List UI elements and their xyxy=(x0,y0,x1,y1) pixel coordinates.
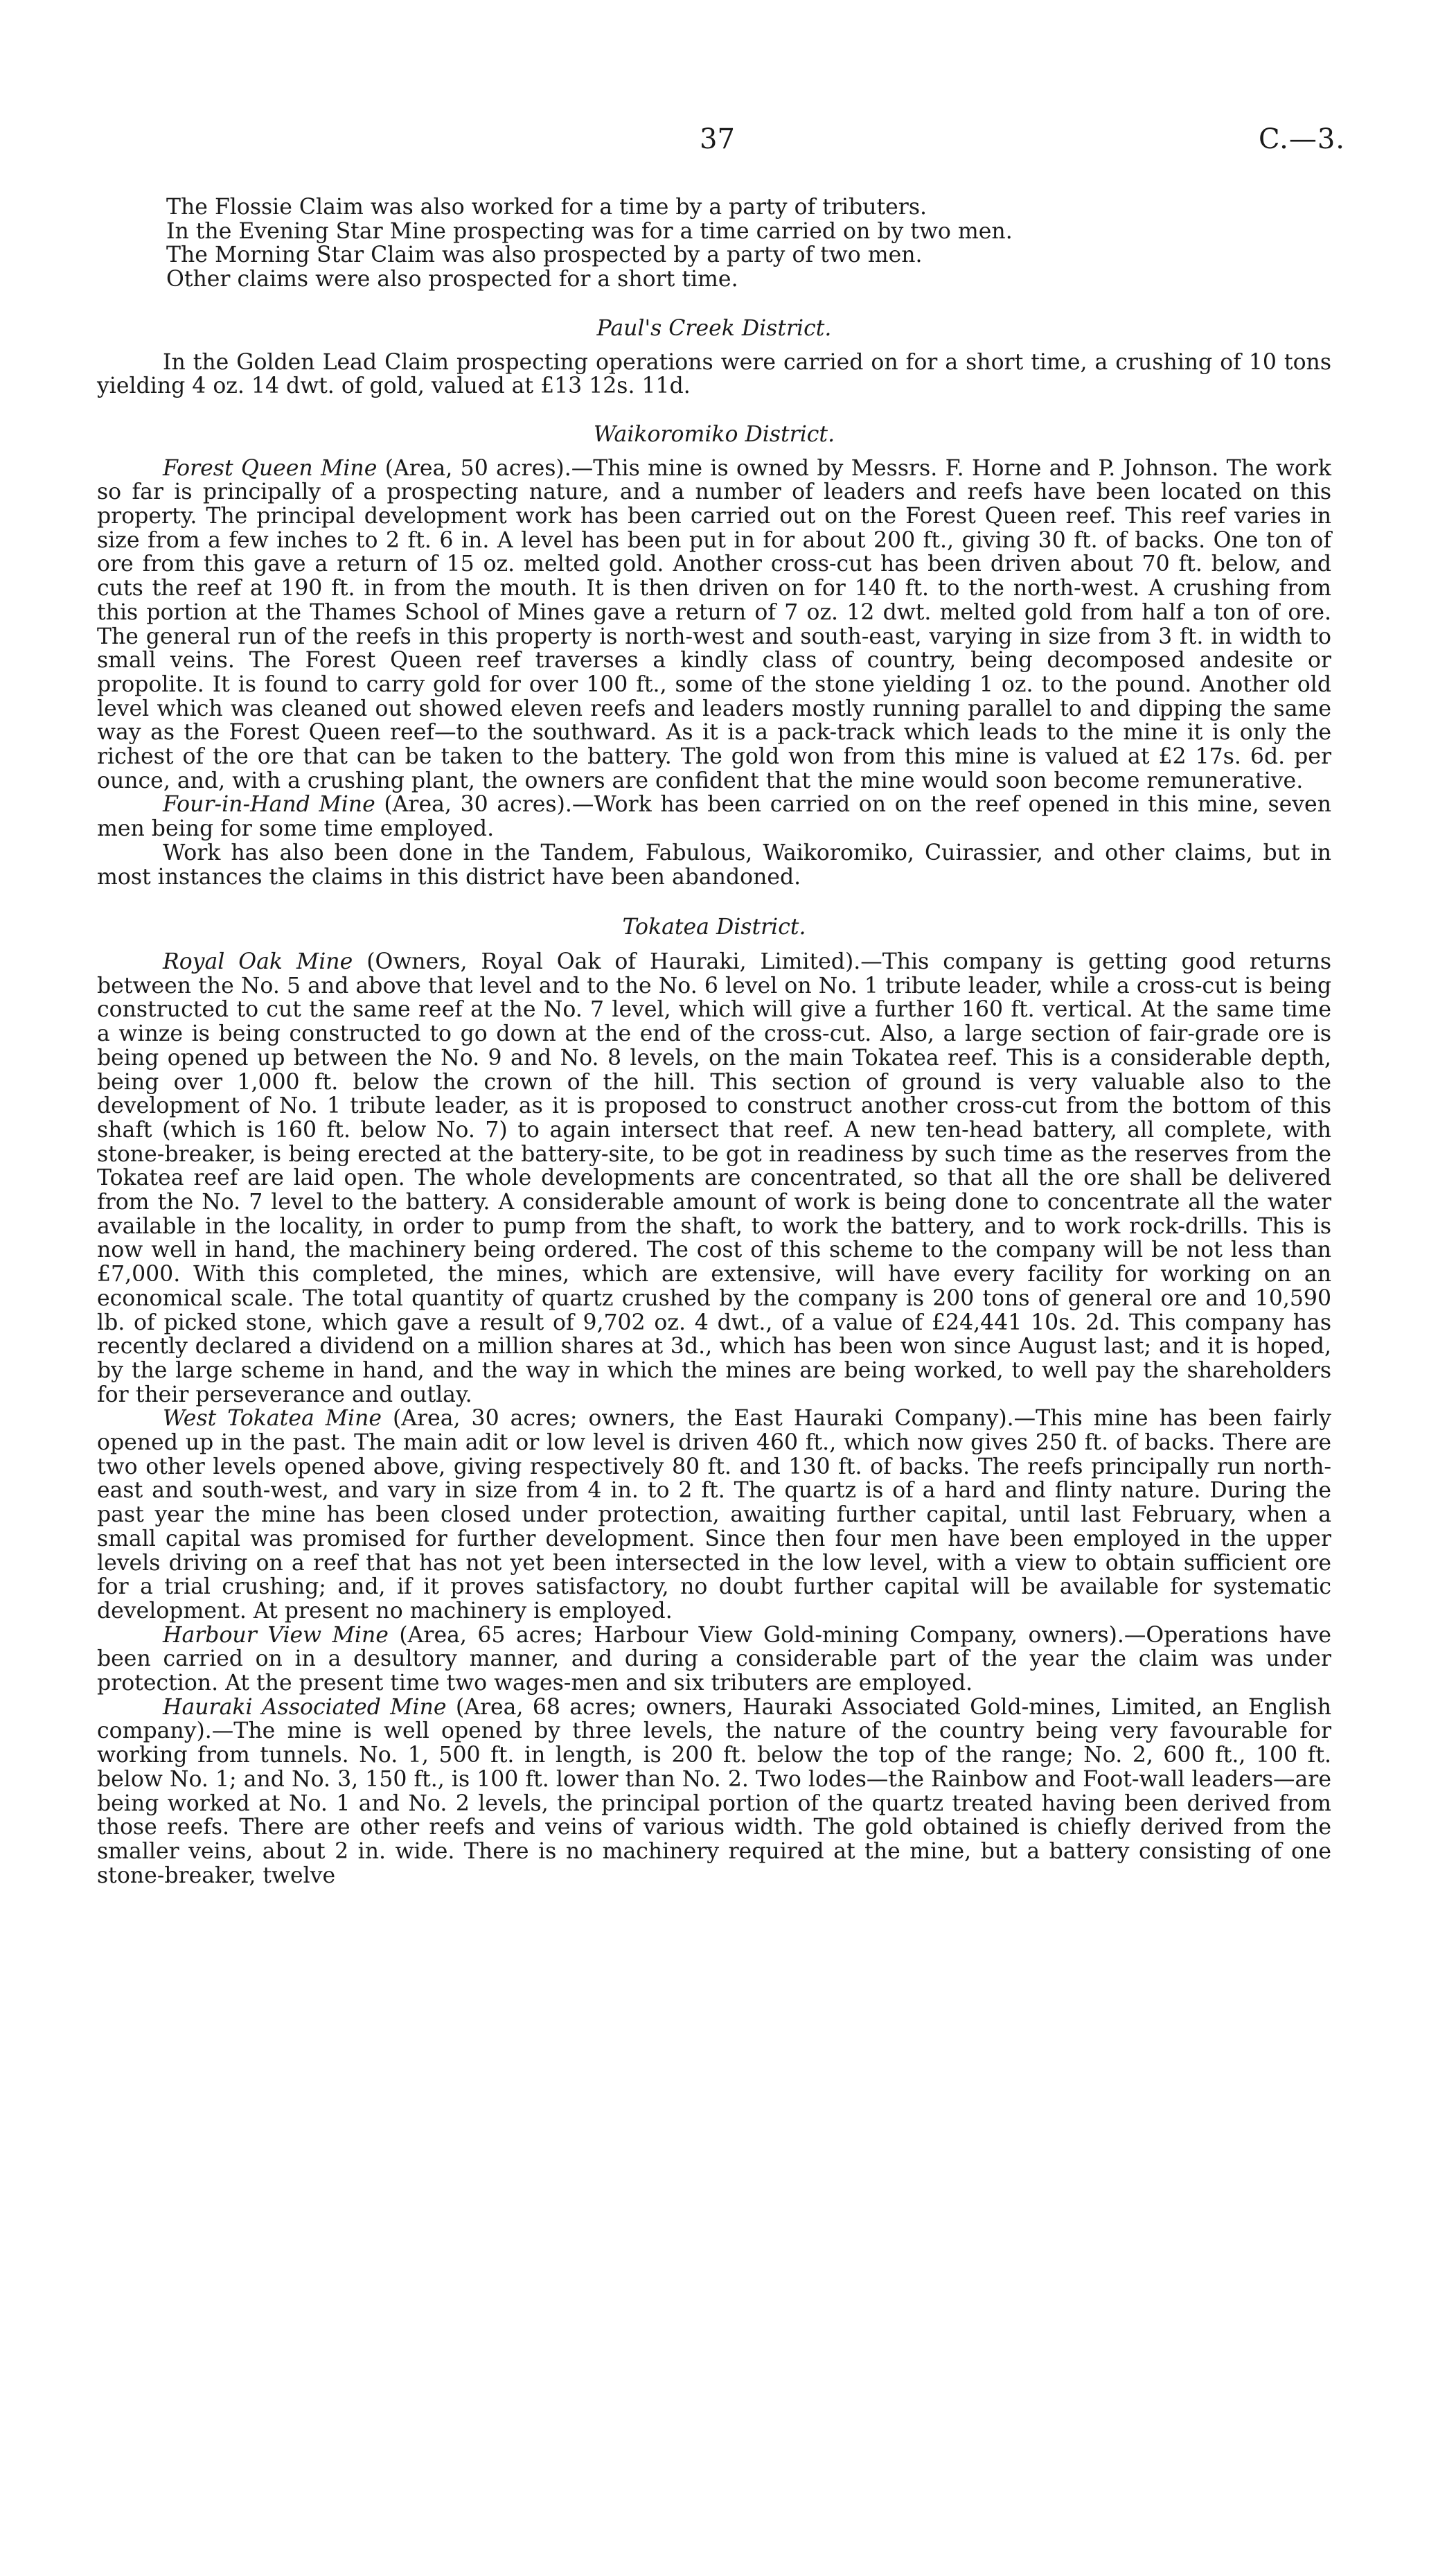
hauraki-associated-text: (Area, 68 acres; owners, Hauraki Associated Gold-mines, Limited, an English company).—The mine is well opened by three levels, the nature of the country being very favourable for working from tunnels. No. 1, 500 ft. in length, is 200 ft. below the top of the range; No. 2, 600 ft., 100 ft. below No. 1; and No. 3, 150 ft., is 100 ft. lower than No. 2. Two lodes—the Rainbow and Foot-wall leaders—are being worked at No. 1 and No. 2 levels, the principal portion of the quartz treated having been derived from those reefs. There are other reefs and veins of various width. The gold obtained is chiefly derived from the smaller veins, about 2 in. wide. There is no machinery required at the mine, but a battery consisting of one stone-breaker, twelve xyxy=(97,1694,1331,1888)
paragraph-forest-queen xyxy=(97,457,1331,793)
intro-paragraphs xyxy=(97,195,1331,292)
mine-name-west-tokatea: West Tokatea Mine xyxy=(163,1406,382,1432)
paragraph-morning-star: The Morning Star Claim was also prospected by a party of two men. xyxy=(166,243,923,268)
paragraph-golden-lead: In the Golden Lead Claim prospecting operations were carried on for a short time, a crushing of 10 tons yielding 4 oz. 14 dwt. of gold, valued at £13 12s. 11d. xyxy=(97,349,1331,399)
paragraph-other-waikoromiko-claims: Work has also been done in the Tandem, Fabulous, Waikoromiko, Cuirassier, and other claims, but in most instances the claims in this district have been abandoned. xyxy=(97,840,1331,890)
page-body xyxy=(97,195,1331,1887)
mine-name-hauraki-associated: Hauraki Associated Mine xyxy=(163,1694,447,1720)
page-header xyxy=(0,123,1456,165)
paragraph-royal-oak xyxy=(97,950,1331,1407)
paragraph-flossie: The Flossie Claim was also worked for a time by a party of tributers. xyxy=(166,195,927,220)
paragraph-evening-star: In the Evening Star Mine prospecting was for a time carried on by two men. xyxy=(166,218,1013,244)
royal-oak-text: (Owners, Royal Oak of Hauraki, Limited).—This company is getting good returns between the No. 5 and above that level and to the No. 6 level on No. 1 tribute leader, while a cross-cut is being constructed to cut the same reef at the No. 7 level, which will give a further 160 ft. vertical. At the same time a winze is being constructed to go down at the end of the cross-cut. Also, a large section of fair-grade ore is being opened up between the No. 9 and No. 8 levels, on the main Tokatea reef. This is a considerable depth, being over 1,000 ft. below the crown of the hill. This section of ground is very valuable also to the development of No. 1 tribute leader, as it is proposed to construct another cross-cut from the bottom of this shaft (which is 160 ft. below No. 7) to again intersect that reef. A new ten-head battery, all complete, with stone-breaker, is being erected at the battery-site, to be got in readiness by such time as the reserves from the Tokatea reef are laid open. The whole developments are concentrated, so that all the ore shall be delivered from the No. 7 level to the battery. A considerable amount of work is being done to concentrate all the water available in the locality, in order to pump from the shaft, to work the battery, and to work rock-drills. This is now well in hand, the machinery being ordered. The cost of this scheme to the company will be not less than £7,000. With this completed, the mines, which are extensive, will have every facility for working on an economical scale. The total quantity of quartz crushed by the company is 200 tons of general ore and 10,590 lb. of picked stone, which gave a result of 9,702 oz. 4 dwt., of a value of £24,441 10s. 2d. This company has recently declared a dividend on a million shares at 3d., which has been won since August last; and it is hoped, by the large scheme in hand, and the way in which the mines are being worked, to well pay the shareholders for their perseverance and outlay. xyxy=(97,949,1331,1407)
page-reference: C.—3. xyxy=(1258,123,1345,155)
mine-name-harbour-view: Harbour View Mine xyxy=(163,1622,389,1648)
paragraph-harbour-view xyxy=(97,1623,1331,1696)
mine-name-four-in-hand: Four-in-Hand Mine xyxy=(163,792,375,818)
west-tokatea-text: (Area, 30 acres; owners, the East Hauraki Company).—This mine has been fairly opened up in the past. The main adit or low level is driven 460 ft., which now gives 250 ft. of backs. There are two other levels opened above, giving respectively 80 ft. and 130 ft. of backs. The reefs principally run north-east and south-west, and vary in size from 4 in. to 2 ft. The quartz is of a hard and flinty nature. During the past year the mine has been closed under protection, awaiting further capital, until last February, when a small capital was promised for further development. Since then four men have been employed in the upper levels driving on a reef that has not yet been intersected in the low level, with a view to obtain sufficient ore for a trial crushing; and, if it proves satisfactory, no doubt further capital will be available for systematic development. At present no machinery is employed. xyxy=(97,1406,1331,1623)
page-number: 37 xyxy=(700,123,735,155)
mine-name-royal-oak: Royal Oak Mine xyxy=(163,949,353,974)
paragraph-hauraki-associated xyxy=(97,1696,1331,1888)
heading-pauls-creek-district: Paul's Creek District. xyxy=(596,315,832,341)
forest-queen-text: (Area, 50 acres).—This mine is owned by Messrs. F. Horne and P. Johnson. The work so far is principally of a prospecting nature, and a number of leaders and reefs have been located on this property. The principal development work has been carried out on the Forest Queen reef. This reef varies in size from a few inches to 2 ft. 6 in. A level has been put in for about 200 ft., giving 30 ft. of backs. One ton of ore from this gave a return of 15 oz. melted gold. Another cross-cut has been driven about 70 ft. below, and cuts the reef at 190 ft. in from the mouth. It is then driven on for 140 ft. to the north-west. A crushing from this portion at the Thames School of Mines gave a return of 7 oz. 12 dwt. melted gold from half a ton of ore. The general run of the reefs in this property is north-west and south-east, varying in size from 3 ft. in width to small veins. The Forest Queen reef traverses a kindly class of country, being decomposed andesite or propolite. It is found to carry gold for over 100 ft., some of the stone yielding 1 oz. to the pound. Another old level which was cleaned out showed eleven reefs and leaders mostly running parallel to and dipping the same way as the Forest Queen reef—to the southward. As it is a pack-track which leads to the mine it is only the richest of the ore that can be taken to the battery. The gold won from this mine is valued at £2 17s. 6d. per ounce, and, with a crushing plant, the owners are confident that the mine would soon become remunerative. xyxy=(97,455,1331,793)
mine-name-forest-queen: Forest Queen Mine xyxy=(163,455,378,481)
paragraph-four-in-hand xyxy=(97,793,1331,840)
heading-waikoromiko-district: Waikoromiko District. xyxy=(593,421,835,447)
four-in-hand-text: (Area, 30 acres).—Work has been carried on on the reef opened in this mine, seven men being for some time employed. xyxy=(97,792,1331,842)
paragraph-other-claims: Other claims were also prospected for a short time. xyxy=(166,267,738,292)
heading-tokatea-district: Tokatea District. xyxy=(622,915,806,940)
harbour-view-text: (Area, 65 acres; Harbour View Gold-mining Company, owners).—Operations have been carried on in a desultory manner, and during a considerable part of the year the claim was under protection. At the present time two wages-men and six tributers are employed. xyxy=(97,1622,1331,1696)
paragraph-west-tokatea xyxy=(97,1407,1331,1623)
